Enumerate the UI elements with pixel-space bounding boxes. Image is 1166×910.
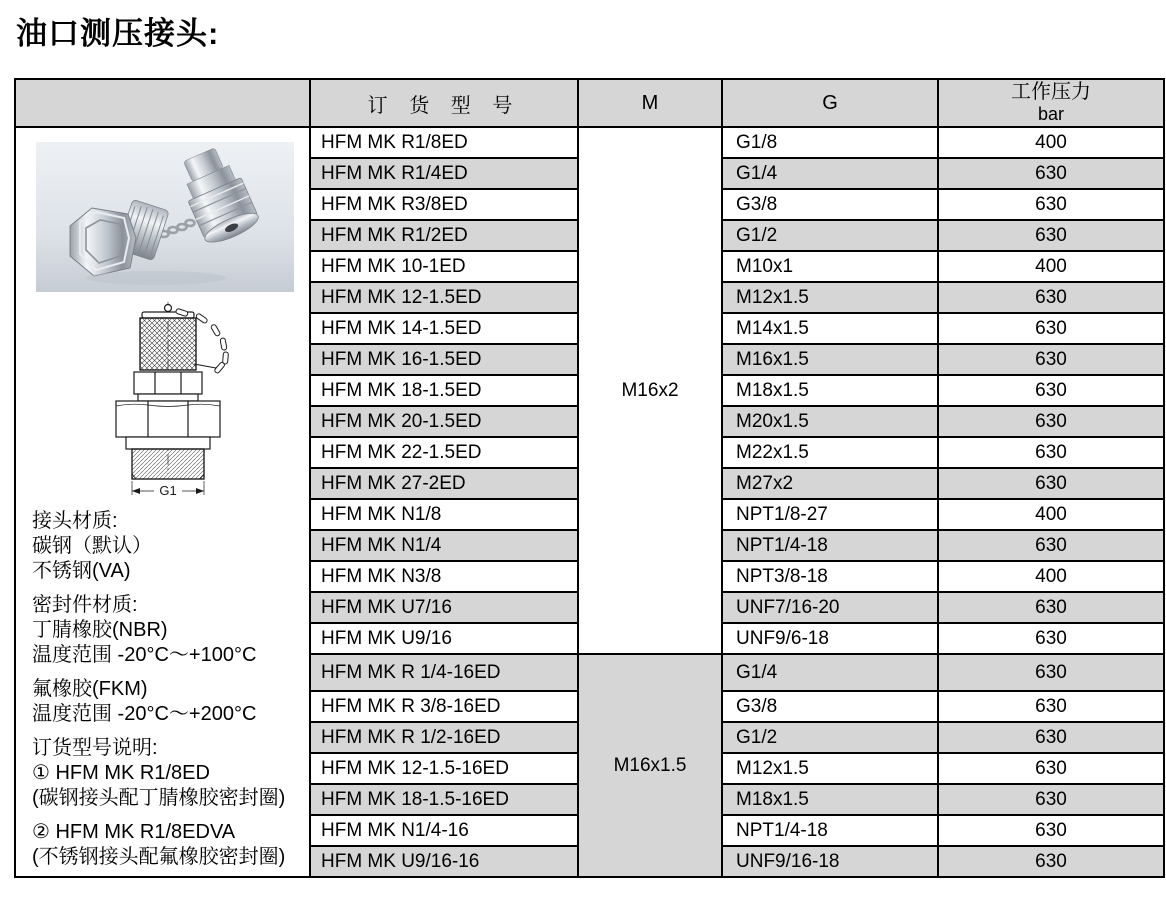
material-notes <box>32 509 303 870</box>
product-photo <box>36 142 294 292</box>
info-line: 温度范围 -20°C～+100°C <box>32 644 257 666</box>
pressure-cell: 630 <box>938 189 1164 220</box>
pressure-cell: 630 <box>938 375 1164 406</box>
pressure-cell: 630 <box>938 282 1164 313</box>
model-cell: HFM MK R 1/4-16ED <box>310 654 578 691</box>
pressure-cell: 630 <box>938 784 1164 815</box>
info-group <box>32 820 303 870</box>
pressure-cell: 400 <box>938 561 1164 592</box>
info-group <box>32 509 303 584</box>
model-cell: HFM MK 12-1.5-16ED <box>310 753 578 784</box>
model-cell: HFM MK 22-1.5ED <box>310 437 578 468</box>
header-g: G <box>722 79 938 127</box>
info-line: ② HFM MK R1/8EDVA <box>32 821 236 843</box>
drawing-dimension-label: G1 <box>159 483 177 498</box>
model-cell: HFM MK N1/4 <box>310 530 578 561</box>
g-thread-cell: M14x1.5 <box>722 313 938 344</box>
pressure-cell: 630 <box>938 654 1164 691</box>
model-cell: HFM MK R1/8ED <box>310 127 578 158</box>
pressure-cell: 630 <box>938 313 1164 344</box>
model-cell: HFM MK R 1/2-16ED <box>310 722 578 753</box>
g-thread-cell: G1/2 <box>722 722 938 753</box>
info-line: 碳钢（默认） <box>32 535 152 557</box>
header-pressure <box>938 79 1164 127</box>
model-cell: HFM MK R1/4ED <box>310 158 578 189</box>
pressure-cell: 630 <box>938 623 1164 654</box>
pressure-cell: 400 <box>938 251 1164 282</box>
g-thread-cell: M20x1.5 <box>722 406 938 437</box>
spec-table <box>14 78 1165 878</box>
info-line: (碳钢接头配丁腈橡胶密封圈) <box>32 787 286 809</box>
model-cell: HFM MK R3/8ED <box>310 189 578 220</box>
model-cell: HFM MK 27-2ED <box>310 468 578 499</box>
model-cell: HFM MK U7/16 <box>310 592 578 623</box>
info-line: 不锈钢(VA) <box>32 560 131 582</box>
pressure-cell: 630 <box>938 815 1164 846</box>
info-group <box>32 677 303 727</box>
pressure-cell: 630 <box>938 468 1164 499</box>
pressure-cell: 630 <box>938 406 1164 437</box>
pressure-cell: 630 <box>938 530 1164 561</box>
pressure-cell: 630 <box>938 344 1164 375</box>
g-thread-cell: UNF7/16-20 <box>722 592 938 623</box>
model-cell: HFM MK 10-1ED <box>310 251 578 282</box>
g-thread-cell: G3/8 <box>722 189 938 220</box>
g-thread-cell: UNF9/16-18 <box>722 846 938 877</box>
model-cell: HFM MK 20-1.5ED <box>310 406 578 437</box>
g-thread-cell: M18x1.5 <box>722 375 938 406</box>
m-thread-cell: M16x2 <box>578 127 722 654</box>
g-thread-cell: G3/8 <box>722 691 938 722</box>
info-line: ① HFM MK R1/8ED <box>32 762 210 784</box>
pressure-cell: 630 <box>938 220 1164 251</box>
g-thread-cell: G1/4 <box>722 158 938 189</box>
g-thread-cell: G1/8 <box>722 127 938 158</box>
g-thread-cell: M27x2 <box>722 468 938 499</box>
model-cell: HFM MK R1/2ED <box>310 220 578 251</box>
header-info-blank <box>15 79 310 127</box>
header-row <box>15 79 1164 127</box>
model-cell: HFM MK U9/16 <box>310 623 578 654</box>
m-thread-cell: M16x1.5 <box>578 654 722 877</box>
header-pressure-label: 工作压力 <box>1011 81 1091 103</box>
g-thread-cell: M22x1.5 <box>722 437 938 468</box>
g-thread-cell: NPT1/8-27 <box>722 499 938 530</box>
model-cell: HFM MK 18-1.5-16ED <box>310 784 578 815</box>
product-drawing <box>72 298 286 500</box>
pressure-cell: 400 <box>938 127 1164 158</box>
info-line: 温度范围 -20°C～+200°C <box>32 703 257 725</box>
pressure-cell: 400 <box>938 499 1164 530</box>
g-thread-cell: M16x1.5 <box>722 344 938 375</box>
model-cell: HFM MK N1/8 <box>310 499 578 530</box>
info-line: 接头材质: <box>32 510 118 532</box>
model-cell: HFM MK N3/8 <box>310 561 578 592</box>
pressure-cell: 630 <box>938 753 1164 784</box>
table-row <box>15 127 1164 158</box>
g-thread-cell: NPT3/8-18 <box>722 561 938 592</box>
info-cell <box>15 127 310 877</box>
info-group <box>32 593 303 668</box>
model-cell: HFM MK 16-1.5ED <box>310 344 578 375</box>
pressure-cell: 630 <box>938 158 1164 189</box>
model-cell: HFM MK R 3/8-16ED <box>310 691 578 722</box>
header-m: M <box>578 79 722 127</box>
g-thread-cell: M18x1.5 <box>722 784 938 815</box>
model-cell: HFM MK 14-1.5ED <box>310 313 578 344</box>
header-model: 订 货 型 号 <box>310 79 578 127</box>
g-thread-cell: NPT1/4-18 <box>722 815 938 846</box>
info-line: 丁腈橡胶(NBR) <box>32 619 168 641</box>
pressure-cell: 630 <box>938 722 1164 753</box>
model-cell: HFM MK 18-1.5ED <box>310 375 578 406</box>
pressure-cell: 630 <box>938 846 1164 877</box>
model-cell: HFM MK N1/4-16 <box>310 815 578 846</box>
info-line: 氟橡胶(FKM) <box>32 678 148 700</box>
page-title: 油口测压接头: <box>16 16 220 51</box>
pressure-cell: 630 <box>938 437 1164 468</box>
info-group <box>32 736 303 811</box>
g-thread-cell: G1/2 <box>722 220 938 251</box>
header-pressure-unit: bar <box>1037 104 1064 124</box>
g-thread-cell: NPT1/4-18 <box>722 530 938 561</box>
g-thread-cell: M10x1 <box>722 251 938 282</box>
pressure-cell: 630 <box>938 592 1164 623</box>
pressure-cell: 630 <box>938 691 1164 722</box>
info-line: 密封件材质: <box>32 594 138 616</box>
info-line: 订货型号说明: <box>32 737 158 759</box>
g-thread-cell: G1/4 <box>722 654 938 691</box>
info-line: (不锈钢接头配氟橡胶密封圈) <box>32 846 286 868</box>
model-cell: HFM MK 12-1.5ED <box>310 282 578 313</box>
g-thread-cell: M12x1.5 <box>722 753 938 784</box>
g-thread-cell: M12x1.5 <box>722 282 938 313</box>
g-thread-cell: UNF9/6-18 <box>722 623 938 654</box>
model-cell: HFM MK U9/16-16 <box>310 846 578 877</box>
